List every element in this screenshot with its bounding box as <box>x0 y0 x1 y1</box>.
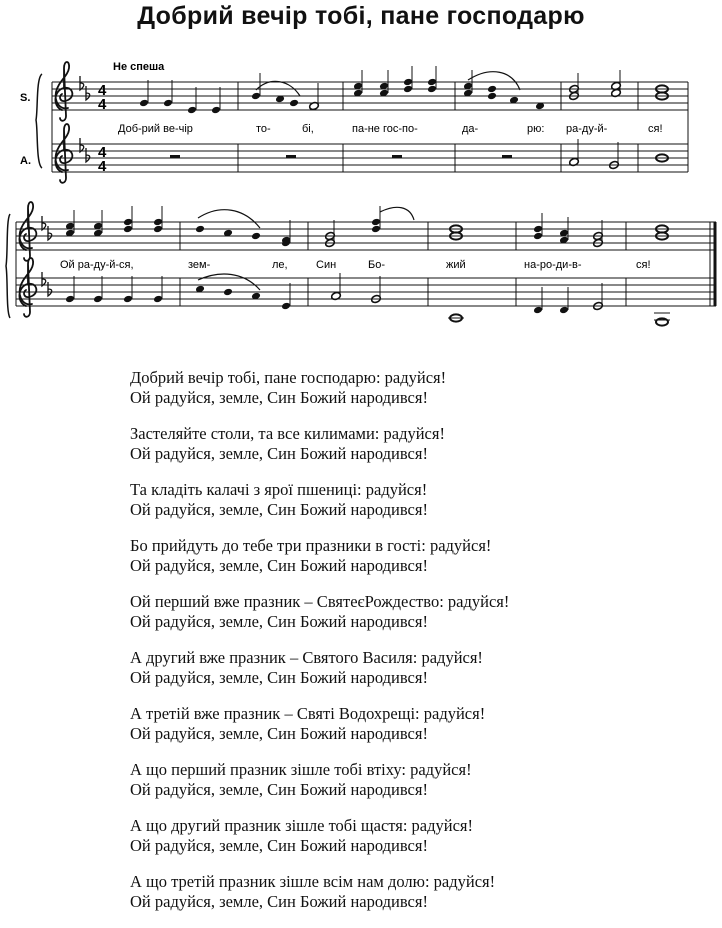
lyric-syllable: Доб-рий ве-чір <box>118 123 193 135</box>
time-sig-bottom: 4 <box>98 158 107 175</box>
treble-clef-icon <box>19 202 36 261</box>
stanza <box>130 368 690 408</box>
system-2-lyrics <box>60 259 651 271</box>
flat-icon <box>48 282 52 296</box>
lyric-line: Добрий вечір тобі, пане господарю: радуйся! <box>130 368 447 387</box>
refrain-line: Ой радуйся, земле, Син Божий народився! <box>130 668 428 687</box>
lyric-line: А що другий празник зішле тобі щастя: радуйся! <box>130 816 474 835</box>
system-brace <box>36 74 42 168</box>
lyric-syllable: рю: <box>527 123 545 135</box>
alto-label: A. <box>20 155 31 167</box>
system-2 <box>6 202 716 326</box>
flat-icon <box>42 216 46 230</box>
soprano-label: S. <box>20 92 31 104</box>
song-title: Добрий вечір тобі, пане господарю <box>137 2 585 30</box>
system-brace <box>6 214 10 318</box>
flat-icon <box>42 272 46 286</box>
lyric-syllable: Ой ра-ду-й-ся, <box>60 259 134 271</box>
soprano-staff <box>52 82 688 110</box>
lyric-line: А другий вже празник – Святого Василя: радуйся! <box>130 648 483 667</box>
lyric-syllable: то- <box>256 123 271 135</box>
flat-icon <box>86 86 90 100</box>
stanza <box>130 816 690 856</box>
soprano-notes <box>65 206 668 248</box>
lyric-line: А що третій празник зішле всім нам долю: радуйся! <box>130 872 496 891</box>
soprano-notes <box>139 66 668 114</box>
lyric-syllable: па-не гос-по- <box>352 123 418 135</box>
flat-icon <box>80 138 84 152</box>
lyric-syllable: Бо- <box>368 259 385 271</box>
stanza <box>130 704 690 744</box>
lyric-line: Бо прийдуть до тебе три празники в гості: радуйся! <box>130 536 492 555</box>
time-sig-top: 4 <box>98 144 107 161</box>
lyric-syllable: на-ро-ди-в- <box>524 259 582 271</box>
lyric-line: А що перший празник зішле тобі втіху: радуйся! <box>130 760 472 779</box>
refrain-line: Ой радуйся, земле, Син Божий народився! <box>130 836 428 855</box>
refrain-line: Ой радуйся, земле, Син Божий народився! <box>130 388 428 407</box>
sheet-music-score <box>0 40 722 340</box>
lyric-syllable: зем- <box>188 259 211 271</box>
lyric-line: Ой перший вже празник – СвятеєРождество: радуйся! <box>130 592 510 611</box>
refrain-line: Ой радуйся, земле, Син Божий народився! <box>130 780 428 799</box>
soprano-staff <box>16 222 716 250</box>
system-1 <box>20 61 688 183</box>
treble-clef-icon <box>55 124 72 183</box>
lyric-syllable: ся! <box>648 123 663 135</box>
stanza <box>130 592 690 632</box>
lyric-syllable: ле, <box>272 259 288 271</box>
lyric-syllable: жий <box>446 259 466 271</box>
stanza <box>130 760 690 800</box>
tempo-marking: Не спеша <box>113 61 165 73</box>
alto-staff <box>52 144 688 172</box>
stanza <box>130 424 690 464</box>
lyric-syllable: Син <box>316 259 337 271</box>
alto-staff <box>16 278 716 306</box>
song-lyrics <box>130 368 690 928</box>
lyric-line: А третій вже празник – Святі Водохрещі: радуйся! <box>130 704 486 723</box>
time-sig-bottom: 4 <box>98 96 107 113</box>
system-1-lyrics <box>118 123 663 135</box>
lyric-syllable: ся! <box>636 259 651 271</box>
refrain-line: Ой радуйся, земле, Син Божий народився! <box>130 724 428 743</box>
refrain-line: Ой радуйся, земле, Син Божий народився! <box>130 612 428 631</box>
stanza <box>130 536 690 576</box>
lyric-line: Застеляйте столи, та все килимами: радуйся! <box>130 424 445 443</box>
lyric-syllable: бі, <box>302 123 314 135</box>
lyric-syllable: да- <box>462 123 479 135</box>
refrain-line: Ой радуйся, земле, Син Божий народився! <box>130 444 428 463</box>
lyric-syllable: ра-ду-й- <box>566 123 608 135</box>
flat-icon <box>86 148 90 162</box>
stanza <box>130 648 690 688</box>
flat-icon <box>80 76 84 90</box>
treble-clef-icon <box>19 258 36 317</box>
flat-icon <box>48 226 52 240</box>
treble-clef-icon <box>55 62 72 121</box>
stanza <box>130 872 690 912</box>
lyric-line: Та кладіть калачі з ярої пшениці: радуйся! <box>130 480 428 499</box>
stanza <box>130 480 690 520</box>
time-sig-top: 4 <box>98 82 107 99</box>
refrain-line: Ой радуйся, земле, Син Божий народився! <box>130 500 428 519</box>
refrain-line: Ой радуйся, земле, Син Божий народився! <box>130 892 428 911</box>
refrain-line: Ой радуйся, земле, Син Божий народився! <box>130 556 428 575</box>
